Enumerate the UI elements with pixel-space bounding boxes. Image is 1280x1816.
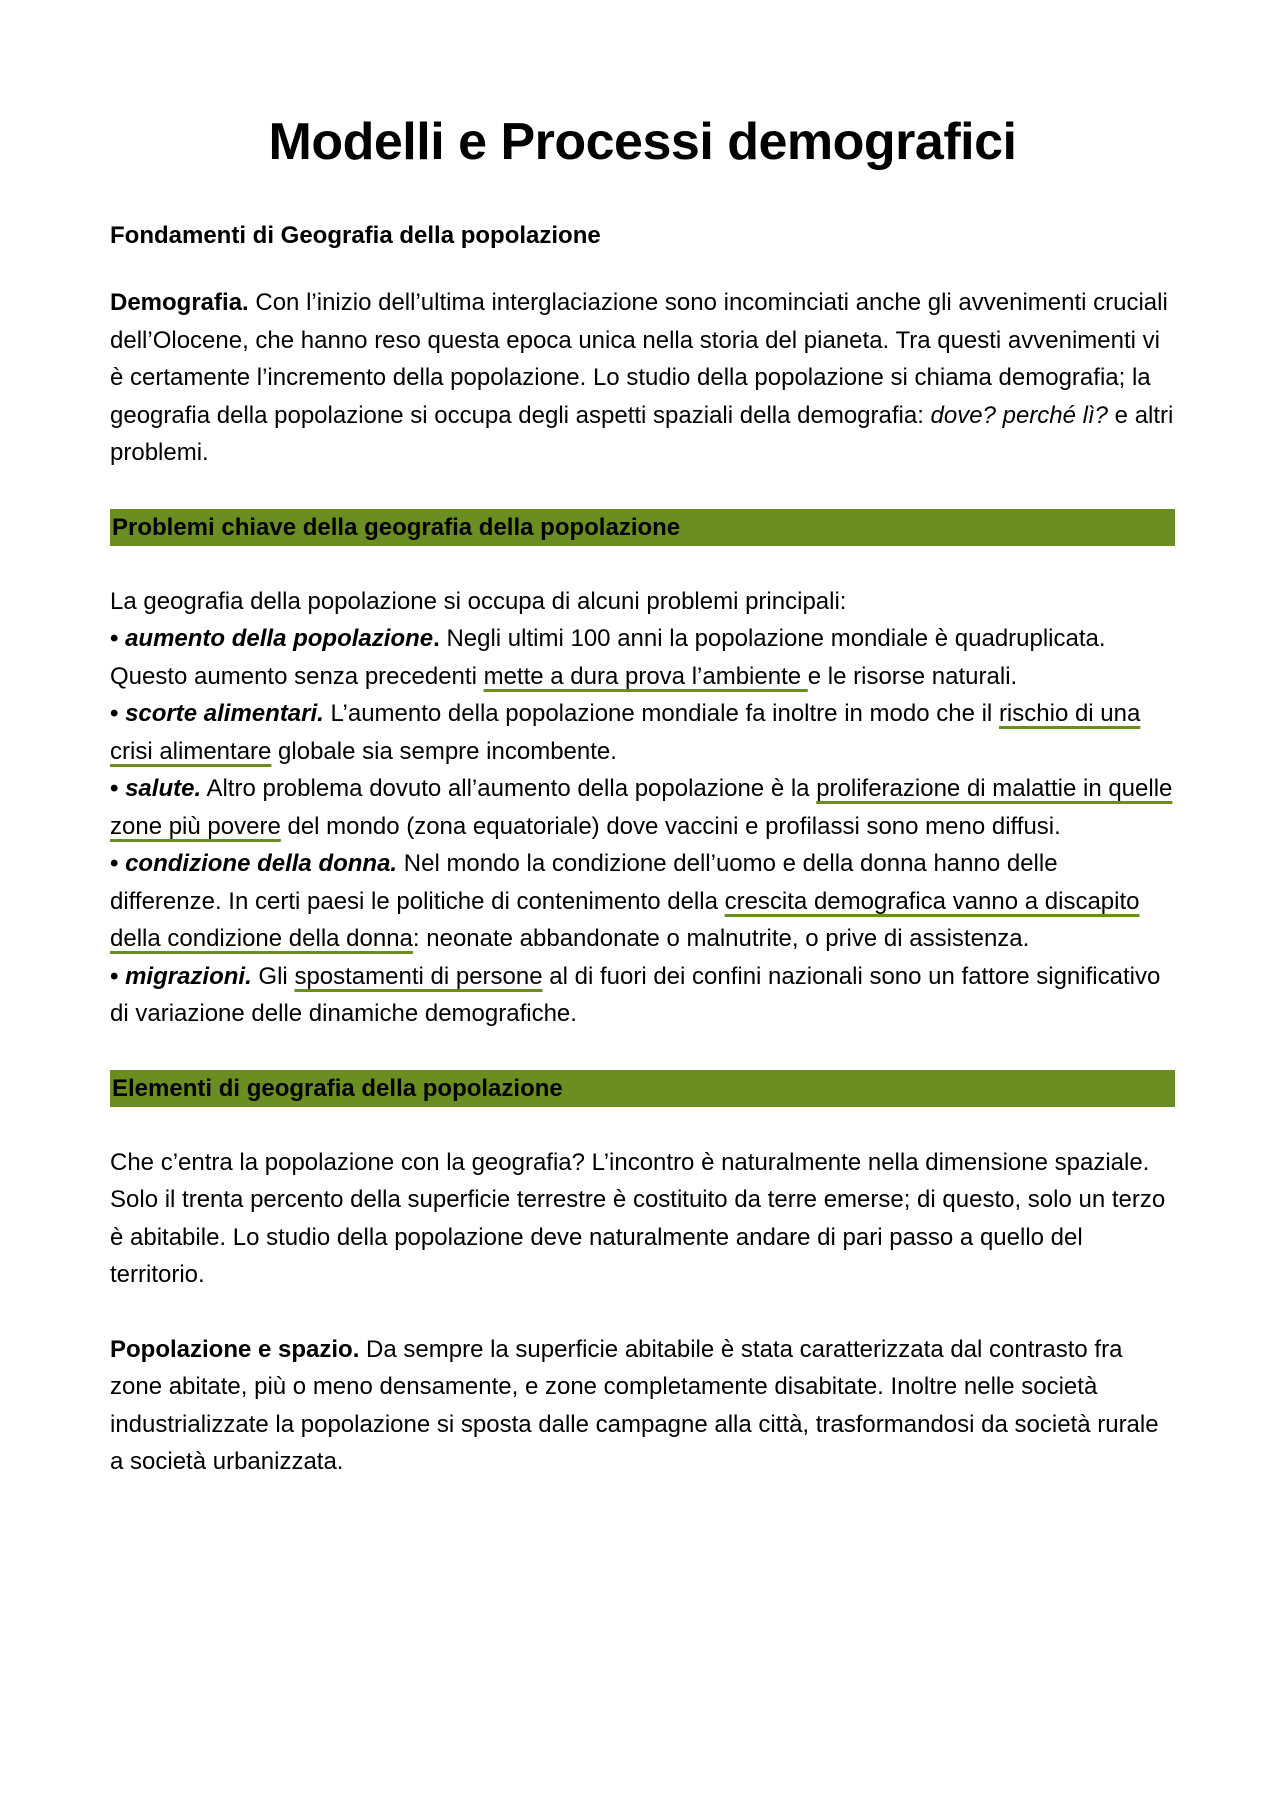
demografia-lead: Demografia.: [110, 289, 249, 316]
demografia-italic: dove? perché lì?: [930, 401, 1109, 429]
bullet-lead: scorte alimentari.: [125, 700, 324, 727]
document-title: Modelli e Processi demografici: [268, 113, 1017, 171]
underlined-phrase: mette a dura prova l’ambiente: [483, 662, 808, 690]
bullet-item-migrazioni: [110, 963, 1160, 1028]
bullet-item-scorte: [110, 700, 1140, 765]
bullet-text-end: al di fuori dei confini nazionali sono un fattore significativo di variazione delle dinamiche demografiche.: [110, 962, 1161, 1027]
document-subtitle: Fondamenti di Geografia della popolazione: [110, 222, 601, 249]
bullet-text: L’aumento della popolazione mondiale fa inoltre in modo che il: [323, 700, 999, 727]
bullet-text-end: e le risorse naturali.: [807, 662, 1018, 690]
bullet-glyph: •: [110, 962, 126, 990]
underlined-phrase: rischio di una crisi alimentare: [110, 700, 1141, 765]
bullet-lead: migrazioni.: [125, 962, 252, 990]
problemi-intro: La geografia della popolazione si occupa di alcuni problemi principali:: [110, 587, 847, 615]
bullet-lead-punct: .: [433, 625, 440, 652]
bullet-text: Nel mondo la condizione dell’uomo e della donna hanno delle differenze. In certi paesi le politiche di contenimento della: [110, 850, 1058, 915]
bullet-item-aumento: [110, 625, 1106, 690]
spazio-paragraph: [110, 1331, 1175, 1481]
underlined-phrase: proliferazione di malattie in quelle zone più povere: [110, 775, 1173, 840]
bullet-item-salute: [110, 775, 1172, 840]
elementi-paragraph: Che c’entra la popolazione con la geografia? L’incontro è naturalmente nella dimensione spaziale. Solo il trenta percento della superficie terrestre è costituito da terre emerse; di questo, solo un terzo è abitabile. Lo studio della popolazione deve naturalmente andare di pari passo a quello del territorio.: [110, 1148, 1166, 1288]
underlined-phrase: crescita demografica vanno a discapito della condizione della donna: [110, 887, 1140, 952]
bullet-glyph: •: [110, 850, 126, 877]
bullet-text-end: del mondo (zona equatoriale) dove vaccini e profilassi sono meno diffusi.: [280, 812, 1061, 840]
bullet-glyph: •: [110, 775, 126, 802]
underlined-phrase: spostamenti di persone: [294, 962, 543, 990]
bullet-text: Altro problema dovuto all’aumento della popolazione è la: [201, 775, 817, 802]
bullet-glyph: •: [110, 700, 126, 727]
bullet-glyph: •: [110, 625, 126, 652]
bullet-text: Gli: [251, 962, 295, 990]
bullet-text: Negli ultimi 100 anni la popolazione mondiale è quadruplicata. Questo aumento senza precedenti: [110, 625, 1106, 690]
spazio-text: Da sempre la superficie abitabile è stata caratterizzata dal contrasto fra zone abitate, più o meno densamente, e zone completamente disabitate. Inoltre nelle società industrializzate la popolazione si sposta dalle campagne alla città, trasformandosi da società rurale a società urbanizzata.: [110, 1335, 1159, 1475]
bullet-text-end: : neonate abbandonate o malnutrite, o prive di assistenza.: [412, 925, 1030, 952]
demografia-text-2: e altri problemi.: [110, 401, 1174, 466]
bullet-text-end: globale sia sempre incombente.: [271, 737, 617, 765]
section-heading-problemi: Problemi chiave della geografia della popolazione: [110, 509, 1175, 546]
problemi-paragraph: [110, 583, 1175, 1033]
demografia-paragraph: [110, 284, 1175, 472]
section-heading-elementi: Elementi di geografia della popolazione: [110, 1070, 1175, 1107]
demografia-text-1: Con l’inizio dell’ultima interglaciazione sono incominciati anche gli avvenimenti cruciali dell’Olocene, che hanno reso questa epoca unica nella storia del pianeta. Tra questi avvenimenti vi è certamente l’incremento della popolazione. Lo studio della popolazione si chiama demografia; la geografia della popolazione si occupa degli aspetti spaziali della demografia:: [110, 289, 1168, 429]
spazio-lead: Popolazione e spazio.: [110, 1335, 360, 1363]
bullet-lead: condizione della donna.: [125, 850, 398, 877]
bullet-lead: salute.: [125, 775, 202, 802]
bullet-item-donna: [110, 850, 1139, 952]
bullet-lead: aumento della popolazione: [125, 625, 434, 652]
